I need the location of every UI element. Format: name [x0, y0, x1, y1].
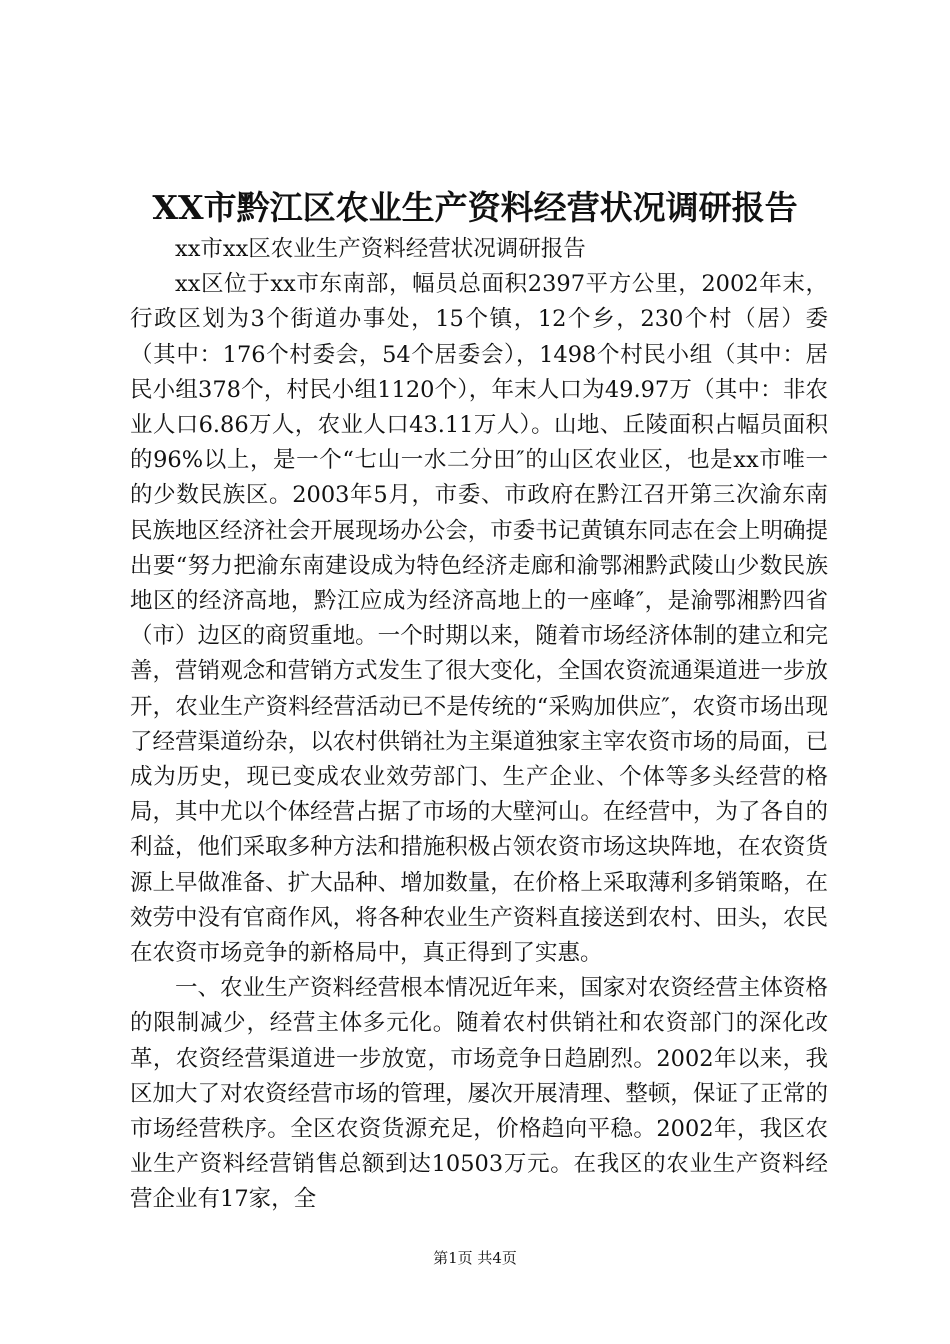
page-footer: 第1页 共4页 [433, 1249, 517, 1267]
document-title: XX市黔江区农业生产资料经营状况调研报告 [152, 188, 798, 227]
paragraph-subtitle: xx市xx区农业生产资料经营状况调研报告 [175, 236, 586, 262]
document-body [130, 232, 828, 1218]
paragraph-overview: xx区位于xx市东南部，幅员总面积2397平方公里，2002年末，行政区划为3个街道办事处，15个镇，12个乡，230个村（居）委（其中：176个村委会，54个居委会），1498个村民小组（其中：居民小组378个，村民小组1120个），年末人口为49.97万（其中：非农业人口6.86万人，农业人口43.11万人）。山地、丘陵面积占幅员面积的96%以上，是一个“七山一水二分田″的山区农业区，也是xx市唯一的少数民族区。2003年5月，市委、市政府在黔江召开第三次渝东南民族地区经济社会开展现场办公会，市委书记黄镇东同志在会上明确提出要“努力把渝东南建设成为特色经济走廊和渝鄂湘黔武陵山少数民族地区的经济高地，黔江应成为经济高地上的一座峰″，是渝鄂湘黔四省（市）边区的商贸重地。一个时期以来，随着市场经济体制的建立和完善，营销观念和营销方式发生了很大变化，全国农资流通渠道进一步放开，农业生产资料经营活动已不是传统的“采购加供应″，农资市场出现了经营渠道纷杂，以农村供销社为主渠道独家主宰农资市场的局面，已成为历史，现已变成农业效劳部门、生产企业、个体等多头经营的格局，其中尤以个体经营占据了市场的大壁河山。在经营中，为了各自的利益，他们采取多种方法和措施积极占领农资市场这块阵地，在农资货源上早做准备、扩大品种、增加数量，在价格上采取薄利多销策略，在效劳中没有官商作风，将各种农业生产资料直接送到农村、田头，农民在农资市场竞争的新格局中，真正得到了实惠。 [130, 271, 828, 967]
paragraph-section-one: 一、农业生产资料经营根本情况近年来，国家对农资经营主体资格的限制减少，经营主体多元化。随着农村供销社和农资部门的深化改革，农资经营渠道进一步放宽，市场竞争日趋剧烈。2002年以来，我区加大了对农资经营市场的管理，屡次开展清理、整顿，保证了正常的市场经营秩序。全区农资货源充足，价格趋向平稳。2002年，我区农业生产资料经营销售总额到达10503万元。在我区的农业生产资料经营企业有17家，全 [130, 975, 828, 1213]
